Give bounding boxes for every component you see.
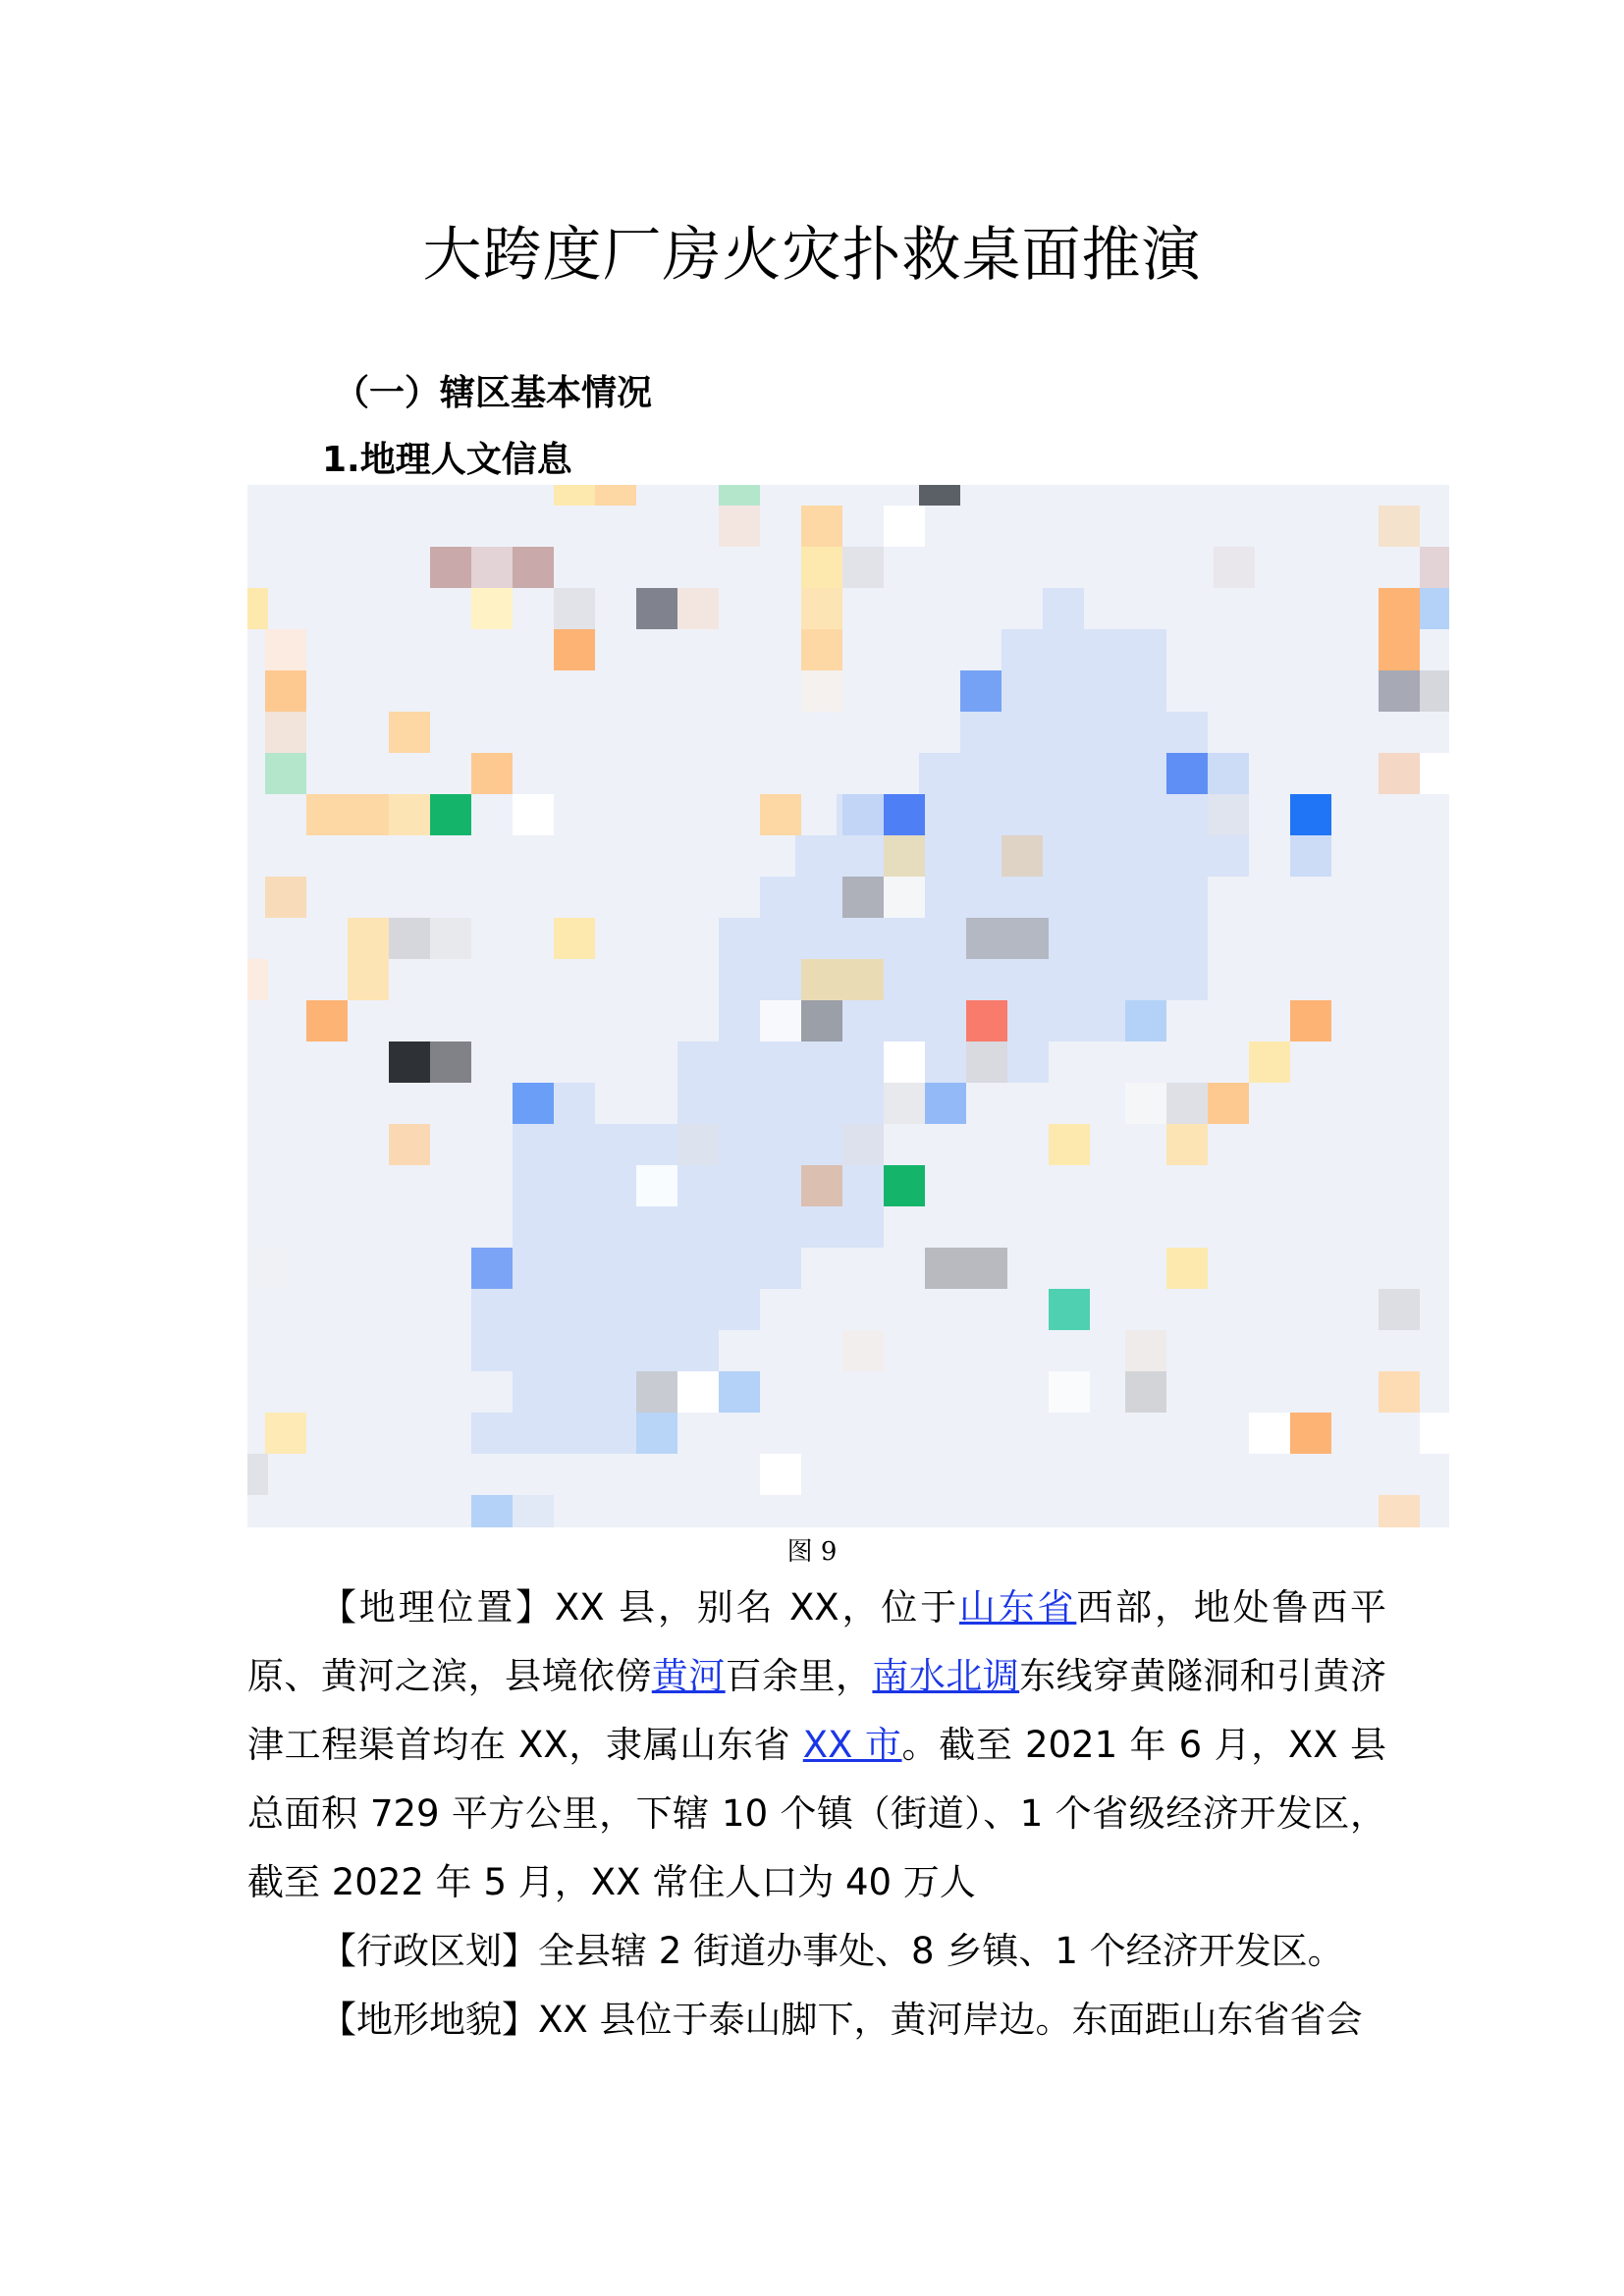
admin-label: 【行政区划】 (320, 1930, 538, 1972)
geo-text-5: 。截至 2021 年 6 月，XX 县总面积 729 平方公里，下辖 10 个镇（街道）、1 个省级经济开发区，截至 2022 年 5 月，XX 常住人口为 40 万人 (247, 1724, 1386, 1903)
map-figure (247, 485, 1449, 1527)
link-south-north-water[interactable]: 南水北调 (872, 1655, 1020, 1697)
link-yellow-river[interactable]: 黄河 (651, 1655, 726, 1697)
link-shandong[interactable]: 山东省 (958, 1586, 1077, 1629)
paragraph-administrative-division (247, 1917, 1386, 1986)
terrain-text: XX 县位于泰山脚下，黄河岸边。东面距山东省省会 (538, 1999, 1363, 2041)
admin-text: 全县辖 2 街道办事处、8 乡镇、1 个经济开发区。 (538, 1930, 1344, 1972)
link-xx-city[interactable]: XX 市 (802, 1724, 902, 1766)
section-heading: （一）辖区基本情况 (334, 373, 653, 413)
geo-text-1: XX 县，别名 XX，位于 (554, 1586, 959, 1629)
paragraph-geographic-location (247, 1574, 1386, 1917)
subsection-heading: 1.地理人文信息 (322, 440, 572, 480)
document-title: 大跨度厂房火灾扑救桌面推演 (422, 221, 1202, 290)
figure-caption: 图 9 (786, 1537, 838, 1567)
geo-label: 【地理位置】 (320, 1586, 555, 1629)
geo-text-4: 东线穿黄隧洞和引黄济津工程渠首均在 XX，隶属山东省 (247, 1655, 1387, 1766)
geo-text-2: 西部，地处鲁西平原、黄河之滨，县境依傍 (247, 1586, 1387, 1697)
geo-text-3: 百余里， (725, 1655, 873, 1697)
terrain-label: 【地形地貌】 (320, 1999, 538, 2041)
pixelated-map-image (247, 485, 1449, 1527)
paragraph-terrain (247, 1986, 1386, 2055)
